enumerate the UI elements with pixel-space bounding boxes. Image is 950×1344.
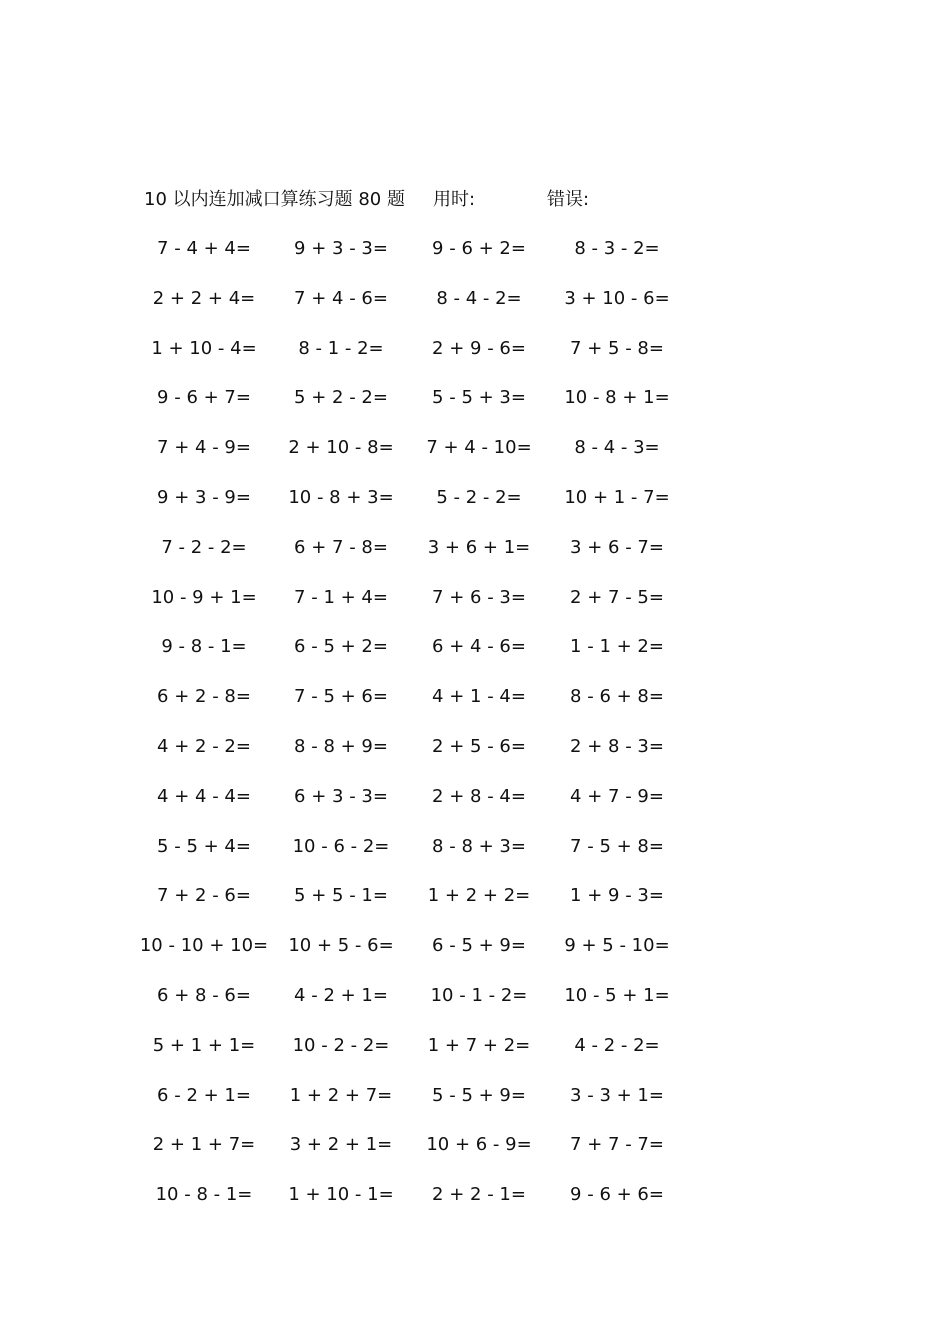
worksheet-title: 10 以内连加减口算练习题 80 题 <box>144 189 405 210</box>
problem-item: 2 + 2 + 4= <box>152 287 256 309</box>
problem-row <box>0 682 950 732</box>
problem-item: 1 + 10 - 4= <box>151 337 257 359</box>
problem-row <box>0 583 950 633</box>
problem-item: 10 - 6 - 2= <box>292 835 390 857</box>
problem-item: 8 - 6 + 8= <box>570 686 664 708</box>
problem-item: 10 - 9 + 1= <box>151 586 257 608</box>
problem-item: 9 - 6 + 6= <box>570 1184 664 1206</box>
problem-row <box>0 1031 950 1081</box>
problem-item: 9 - 6 + 2= <box>432 238 526 259</box>
problem-row <box>0 1180 950 1230</box>
problem-item: 10 + 1 - 7= <box>564 486 670 508</box>
problem-item: 1 + 7 + 2= <box>427 1034 531 1056</box>
problem-item: 5 - 5 + 3= <box>432 387 526 409</box>
problem-row <box>0 533 950 583</box>
problem-item: 7 - 2 - 2= <box>161 536 247 558</box>
problem-item: 10 + 6 - 9= <box>426 1134 532 1156</box>
problem-item: 7 - 4 + 4= <box>157 238 251 259</box>
problem-item: 3 + 6 - 7= <box>570 536 664 558</box>
problem-item: 5 + 2 - 2= <box>294 387 388 409</box>
problem-item: 1 - 1 + 2= <box>570 636 664 658</box>
time-used-label: 用时: <box>433 189 476 210</box>
problem-row <box>0 732 950 782</box>
problem-item: 4 - 2 + 1= <box>294 984 388 1006</box>
problem-item: 4 + 4 - 4= <box>157 785 251 807</box>
problem-item: 1 + 2 + 7= <box>289 1084 393 1106</box>
problem-row <box>0 1130 950 1180</box>
problem-item: 8 - 4 - 3= <box>574 437 660 459</box>
problem-row <box>0 483 950 533</box>
problem-item: 8 - 1 - 2= <box>298 337 384 359</box>
problem-item: 7 + 6 - 3= <box>432 586 526 608</box>
problem-item: 5 + 1 + 1= <box>152 1034 256 1056</box>
problem-item: 10 - 1 - 2= <box>430 984 528 1006</box>
problem-item: 6 - 2 + 1= <box>157 1084 251 1106</box>
problem-item: 4 - 2 - 2= <box>574 1034 660 1056</box>
problem-item: 2 + 10 - 8= <box>288 437 394 459</box>
problem-item: 7 - 5 + 8= <box>570 835 664 857</box>
problem-item: 10 + 5 - 6= <box>288 935 394 957</box>
problem-item: 9 + 3 - 9= <box>157 486 251 508</box>
problem-item: 9 + 3 - 3= <box>294 238 388 259</box>
problem-item: 4 + 1 - 4= <box>432 686 526 708</box>
problem-item: 6 + 2 - 8= <box>157 686 251 708</box>
problem-item: 7 - 1 + 4= <box>294 586 388 608</box>
errors-label: 错误: <box>547 189 590 210</box>
problem-item: 3 - 3 + 1= <box>570 1084 664 1106</box>
problem-item: 3 + 10 - 6= <box>564 287 670 309</box>
problem-item: 7 + 7 - 7= <box>570 1134 664 1156</box>
problem-item: 2 + 5 - 6= <box>432 735 526 757</box>
problem-item: 9 + 5 - 10= <box>564 935 670 957</box>
problem-item: 6 + 8 - 6= <box>157 984 251 1006</box>
problem-item: 7 + 4 - 6= <box>294 287 388 309</box>
problem-item: 1 + 2 + 2= <box>427 885 531 907</box>
problem-item: 3 + 6 + 1= <box>427 536 531 558</box>
problem-row <box>0 383 950 433</box>
problem-item: 8 - 4 - 2= <box>436 287 522 309</box>
problem-item: 1 + 10 - 1= <box>288 1184 394 1206</box>
problem-item: 5 - 5 + 4= <box>157 835 251 857</box>
problem-item: 5 - 2 - 2= <box>436 486 522 508</box>
problem-item: 9 - 8 - 1= <box>161 636 247 658</box>
problem-item: 2 + 8 - 4= <box>432 785 526 807</box>
problem-item: 3 + 2 + 1= <box>289 1134 393 1156</box>
problem-row <box>0 931 950 981</box>
problem-item: 10 - 5 + 1= <box>564 984 670 1006</box>
problem-row <box>0 284 950 334</box>
problem-item: 8 - 8 + 3= <box>432 835 526 857</box>
problem-item: 7 + 4 - 10= <box>426 437 532 459</box>
problem-item: 10 - 2 - 2= <box>292 1034 390 1056</box>
problem-row <box>0 334 950 384</box>
problem-row <box>0 1081 950 1131</box>
problem-item: 2 + 7 - 5= <box>570 586 664 608</box>
problem-item: 7 + 2 - 6= <box>157 885 251 907</box>
problem-item: 6 + 4 - 6= <box>432 636 526 658</box>
problem-item: 10 - 8 + 1= <box>564 387 670 409</box>
problem-item: 4 + 2 - 2= <box>157 735 251 757</box>
problem-item: 9 - 6 + 7= <box>157 387 251 409</box>
problem-row <box>0 632 950 682</box>
problem-row <box>0 782 950 832</box>
problem-grid <box>0 234 950 1230</box>
problem-row <box>0 881 950 931</box>
problem-item: 6 + 3 - 3= <box>294 785 388 807</box>
problem-item: 7 + 4 - 9= <box>157 437 251 459</box>
problem-item: 1 + 9 - 3= <box>570 885 664 907</box>
problem-item: 2 + 9 - 6= <box>432 337 526 359</box>
problem-item: 10 - 10 + 10= <box>139 935 269 957</box>
problem-item: 7 - 5 + 6= <box>294 686 388 708</box>
problem-item: 10 - 8 + 3= <box>288 486 394 508</box>
problem-item: 6 + 7 - 8= <box>294 536 388 558</box>
problem-item: 7 + 5 - 8= <box>570 337 664 359</box>
problem-item: 4 + 7 - 9= <box>570 785 664 807</box>
problem-item: 5 + 5 - 1= <box>294 885 388 907</box>
problem-item: 2 + 2 - 1= <box>432 1184 526 1206</box>
problem-item: 8 - 8 + 9= <box>294 735 388 757</box>
problem-item: 8 - 3 - 2= <box>574 238 660 259</box>
problem-item: 10 - 8 - 1= <box>155 1184 253 1206</box>
problem-item: 6 - 5 + 2= <box>294 636 388 658</box>
problem-row <box>0 433 950 483</box>
problem-row <box>0 981 950 1031</box>
problem-row <box>0 234 950 284</box>
problem-row <box>0 832 950 882</box>
problem-item: 2 + 1 + 7= <box>152 1134 256 1156</box>
problem-item: 5 - 5 + 9= <box>432 1084 526 1106</box>
problem-item: 2 + 8 - 3= <box>570 735 664 757</box>
problem-item: 6 - 5 + 9= <box>432 935 526 957</box>
